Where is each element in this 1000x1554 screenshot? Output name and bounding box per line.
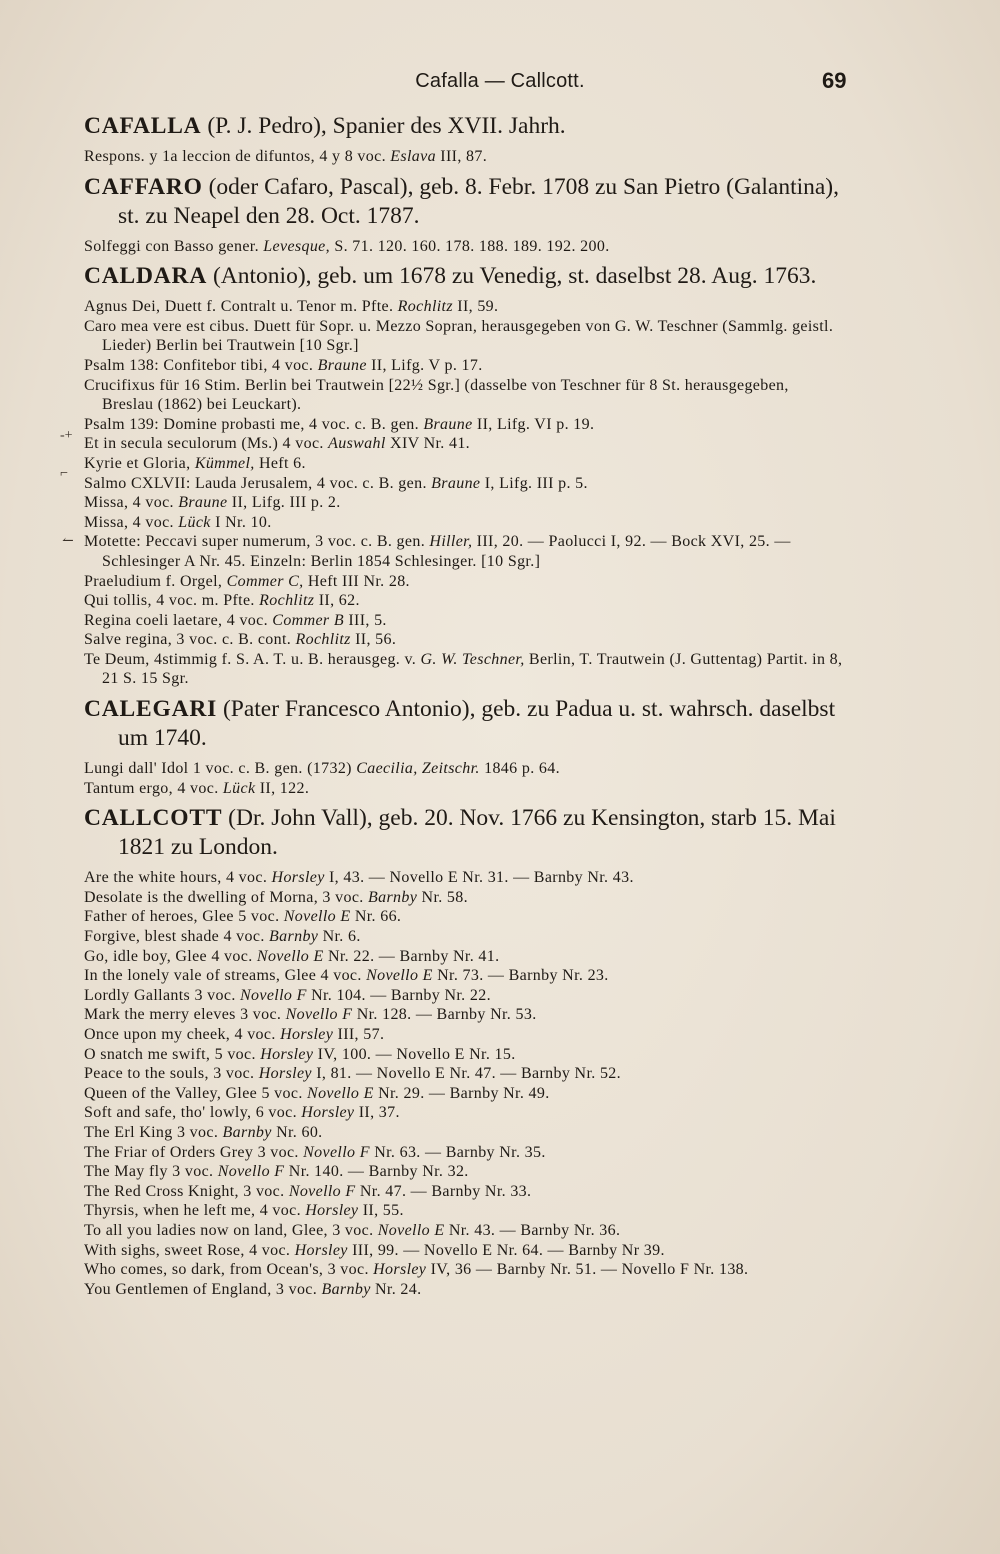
work-title: You Gentlemen of England, 3 voc. [84,1280,322,1298]
work-source: Novello F [217,1163,285,1181]
work-reference: II, Lifg. III p. 2. [227,494,341,512]
work-reference: IV, 100. — Novello E Nr. 15. [313,1045,516,1063]
work-item [84,493,844,513]
work-item [84,611,844,631]
composer-name: CALEGARI [84,696,218,723]
work-item [84,630,844,650]
work-item [84,434,844,454]
work-reference: II, Lifg. VI p. 19. [472,415,595,433]
composer-bio: (P. J. Pedro), Spanier des XVII. Jahrh. [207,113,566,139]
work-item [84,1182,844,1202]
work-title: Are the white hours, 4 voc. [84,869,272,887]
work-reference: Nr. 60. [271,1123,323,1141]
work-item [84,1123,844,1143]
work-title: Lordly Gallants 3 voc. [84,986,241,1004]
work-title: Motette: Peccavi super numerum, 3 voc. c. B. gen. [84,533,430,551]
work-item [84,1084,844,1104]
work-item [84,927,844,947]
page-content [84,112,844,1305]
work-source: Rochlitz [397,298,453,316]
work-title: Father of heroes, Glee 5 voc. [84,908,284,926]
work-reference: II, 37. [354,1104,400,1122]
work-source: Horsley [301,1104,355,1122]
work-source: Eslava [390,148,436,165]
work-source: Novello E [366,967,433,985]
work-source: Novello E [283,908,351,926]
work-reference: Heft III Nr. 28. [303,572,410,590]
work-item [84,1064,844,1084]
work-source: Horsley [305,1202,359,1220]
work-reference: III, 87. [435,148,488,165]
work-reference: I, Lifg. III p. 5. [480,474,588,492]
composer-bio: (Pater Francesco Antonio), geb. zu Padua u. st. wahrsch. daselbst um 1740. [118,696,836,752]
work-source: Commer B [272,611,344,629]
works-list [84,759,844,798]
work-title: Queen of the Valley, Glee 5 voc. [84,1084,308,1102]
work-title: Te Deum, 4stimmig f. S. A. T. u. B. herausgeg. v. [84,650,421,668]
pencil-mark: -+ [60,428,73,443]
work-title: Qui tollis, 4 voc. m. Pfte. [84,592,260,610]
work-title: Salmo CXLVII: Lauda Jerusalem, 4 voc. c. B. gen. [84,474,432,492]
work-source: Braune [178,494,228,512]
work-title: Missa, 4 voc. [84,494,179,512]
work-item [84,907,844,927]
work-title: Psalm 139: Domine probasti me, 4 voc. c. B. gen. [84,415,424,433]
work-reference: Nr. 66. [350,908,402,926]
work-reference: IV, 36 — Barnby Nr. 51. — Novello F Nr. 138. [426,1261,749,1279]
work-source: Horsley [258,1065,312,1083]
works-list [84,868,844,1299]
work-source: Barnby [269,928,319,946]
work-source: Braune [431,474,481,492]
work-reference: III, 99. — Novello E Nr. 64. — Barnby Nr 39. [347,1241,665,1259]
work-reference: II, 62. [314,592,360,610]
work-source: Lück [222,779,256,797]
composer-bio: (Antonio), geb. um 1678 zu Venedig, st. daselbst 28. Aug. 1763. [212,263,817,290]
work-source: Auswahl [328,435,386,453]
work-source: Novello E [307,1084,374,1102]
work-item [84,1025,844,1045]
work-reference: III, 57. [333,1026,385,1043]
work-reference: Nr. 73. — Barnby Nr. 23. [432,967,609,985]
work-source: Braune [317,356,367,374]
work-item [84,513,844,533]
work-reference: Nr. 63. — Barnby Nr. 35. [369,1143,546,1161]
work-item [84,147,844,167]
work-source: Barnby [321,1280,371,1298]
work-title: Respons. y 1a leccion de difuntos, 4 y 8 voc. [84,148,391,165]
works-list [84,147,844,167]
work-title: Psalm 138: Confitebor tibi, 4 voc. [84,356,318,374]
work-item [84,317,844,356]
work-source: Novello E [256,947,324,965]
work-title: The Friar of Orders Grey 3 voc. [84,1143,304,1161]
work-source: Caecilia, Zeitschr. [356,760,480,778]
work-item [84,1201,844,1221]
composer-name: CALDARA [84,263,208,290]
composer-name: CALLCOTT [84,805,223,832]
work-reference: Nr. 6. [318,928,361,946]
work-reference: Nr. 58. [417,888,468,906]
work-reference: Nr. 47. — Barnby Nr. 33. [355,1182,532,1200]
work-reference: Nr. 24. [370,1280,422,1298]
work-source: Horsley [294,1241,348,1259]
work-reference: Nr. 22. — Barnby Nr. 41. [323,947,500,965]
composer-bio: (oder Cafaro, Pascal), geb. 8. Febr. 1708 zu San Pietro (Galantina), st. zu Neapel den 28. Oct. 1787. [118,173,840,229]
work-reference: XIV Nr. 41. [385,435,471,453]
work-item [84,888,844,908]
work-title: Mark the merry eleves 3 voc. [84,1006,286,1024]
works-list [84,297,844,689]
work-reference: II, 59. [452,298,499,316]
work-item [84,572,844,592]
work-item [84,1045,844,1065]
work-reference: Nr. 29. — Barnby Nr. 49. [373,1084,550,1102]
work-title: Once upon my cheek, 4 voc. [84,1026,281,1043]
work-item [84,947,844,967]
work-source: Novello F [288,1182,356,1200]
composer-entry [84,804,844,1299]
work-title: Agnus Dei, Duett f. Contralt u. Tenor m. Pfte. [84,298,398,316]
work-source: Novello F [303,1143,370,1161]
work-item [84,356,844,376]
pencil-mark: ⌐ [60,466,68,481]
pencil-mark: ↼ [62,534,74,549]
work-title: Missa, 4 voc. [84,513,179,531]
work-source: Novello F [240,986,307,1004]
work-item [84,1280,844,1300]
work-title: To all you ladies now on land, Glee, 3 voc. [84,1221,378,1239]
work-reference: Heft 6. [254,454,306,472]
work-item [84,759,844,779]
work-title: Desolate is the dwelling of Morna, 3 voc. [84,888,368,906]
work-reference: I Nr. 10. [210,513,272,531]
work-source: Novello F [285,1006,353,1024]
work-title: In the lonely vale of streams, Glee 4 voc. [84,967,367,985]
composer-name: CAFALLA [84,113,202,139]
work-title: Thyrsis, when he left me, 4 voc. [84,1202,306,1220]
work-item [84,1221,844,1241]
work-source: Horsley [271,869,325,887]
work-source: Barnby [222,1123,272,1141]
running-header: Cafalla — Callcott. [415,70,585,92]
work-reference: II, 56. [350,631,397,649]
work-item [84,868,844,888]
work-item [84,986,844,1006]
work-source: Levesque, [263,237,330,255]
work-reference: Nr. 104. — Barnby Nr. 22. [306,986,491,1004]
work-title: Regina coeli laetare, 4 voc. [84,611,273,629]
composer-bio: (Dr. John Vall), geb. 20. Nov. 1766 zu Kensington, starb 15. Mai 1821 zu London. [118,805,836,861]
work-item [84,1241,844,1261]
composer-entry [84,112,844,167]
work-item [84,650,844,689]
work-source: Lück [178,513,211,531]
work-source: Rochlitz [295,631,351,649]
work-source: Horsley [260,1045,314,1063]
work-item [84,779,844,799]
work-source: Rochlitz [259,592,315,610]
work-source: Horsley [373,1261,427,1279]
work-reference: I, 43. — Novello E Nr. 31. — Barnby Nr. 43. [324,869,634,887]
work-item [84,1005,844,1025]
work-item [84,237,844,257]
work-title: The Red Cross Knight, 3 voc. [84,1182,289,1200]
work-title: Solfeggi con Basso gener. [84,237,264,255]
work-reference: III, 5. [343,611,387,629]
work-title: Crucifixus für 16 Stim. Berlin bei Trautwein [22½ Sgr.] (dasselbe von Teschner für 8 St. herausgegeben, Breslau (1862) bei Leuckart). [84,376,789,414]
work-item [84,1260,844,1280]
page-number: 69 [822,68,847,93]
work-source: Horsley [280,1026,334,1043]
work-reference: III, 20. — Paolucci I, 92. — Bock XVI, 25. — Schlesinger A Nr. 45. Einzeln: Berlin 1854 Schlesinger. [10 Sgr.] [102,533,791,570]
composer-entry [84,695,844,798]
work-reference: II, 122. [255,779,310,797]
work-item [84,297,844,317]
work-item [84,591,844,611]
work-title: Tantum ergo, 4 voc. [84,779,223,797]
work-reference: S. 71. 120. 160. 178. 188. 189. 192. 200. [329,237,610,255]
work-reference: II, 55. [358,1202,404,1220]
work-title: Praeludium f. Orgel, [84,572,227,590]
work-reference: Nr. 43. — Barnby Nr. 36. [444,1221,621,1239]
work-source: Barnby [367,888,418,906]
work-title: The Erl King 3 voc. [84,1123,223,1141]
work-item [84,532,844,571]
work-reference: Nr. 128. — Barnby Nr. 53. [352,1006,537,1024]
composer-heading [84,262,844,291]
work-title: Soft and safe, tho' lowly, 6 voc. [84,1104,302,1122]
work-title: Forgive, blest shade 4 voc. [84,928,270,946]
composer-heading [84,804,844,862]
composer-entry [84,262,844,689]
work-item [84,415,844,435]
work-item [84,1103,844,1123]
work-title: Who comes, so dark, from Ocean's, 3 voc. [84,1261,374,1279]
work-title: Lungi dall' Idol 1 voc. c. B. gen. (1732) [84,760,357,778]
work-title: Peace to the souls, 3 voc. [84,1065,259,1083]
work-title: With sighs, sweet Rose, 4 voc. [84,1241,295,1259]
work-reference: Nr. 140. — Barnby Nr. 32. [284,1163,469,1181]
work-title: Go, idle boy, Glee 4 voc. [84,947,257,965]
work-title: O snatch me swift, 5 voc. [84,1045,261,1063]
work-source: Commer C, [226,572,304,590]
work-item [84,966,844,986]
work-title: Et in secula seculorum (Ms.) 4 voc. [84,435,329,453]
works-list [84,237,844,257]
work-source: Hiller, [429,533,473,551]
work-item [84,1162,844,1182]
work-reference: I, 81. — Novello E Nr. 47. — Barnby Nr. 52. [311,1065,622,1083]
composer-heading [84,173,844,231]
work-reference: 1846 p. 64. [479,760,560,778]
work-source: Kümmel, [194,454,255,472]
work-title: The May fly 3 voc. [84,1163,218,1181]
work-source: Braune [423,415,473,433]
work-source: Novello E [377,1221,445,1239]
work-reference: II, Lifg. V p. 17. [366,356,483,374]
composer-heading [84,112,844,141]
work-item [84,474,844,494]
composer-name: CAFFARO [84,173,203,200]
work-reference: Berlin, T. Trautwein (J. Guttentag) Partit. in 8, 21 S. 15 Sgr. [102,650,843,688]
work-title: Kyrie et Gloria, [84,454,195,472]
work-title: Caro mea vere est cibus. Duett für Sopr. u. Mezzo Sopran, herausgegeben von G. W. Teschner (Sammlg. geistl. Lieder) Berlin bei Trautwein [10 Sgr.] [84,317,834,355]
work-item [84,454,844,474]
work-source: G. W. Teschner, [420,650,525,668]
work-item [84,1143,844,1163]
composer-heading [84,695,844,753]
work-title: Salve regina, 3 voc. c. B. cont. [84,631,296,649]
work-item [84,376,844,415]
composer-entry [84,173,844,257]
